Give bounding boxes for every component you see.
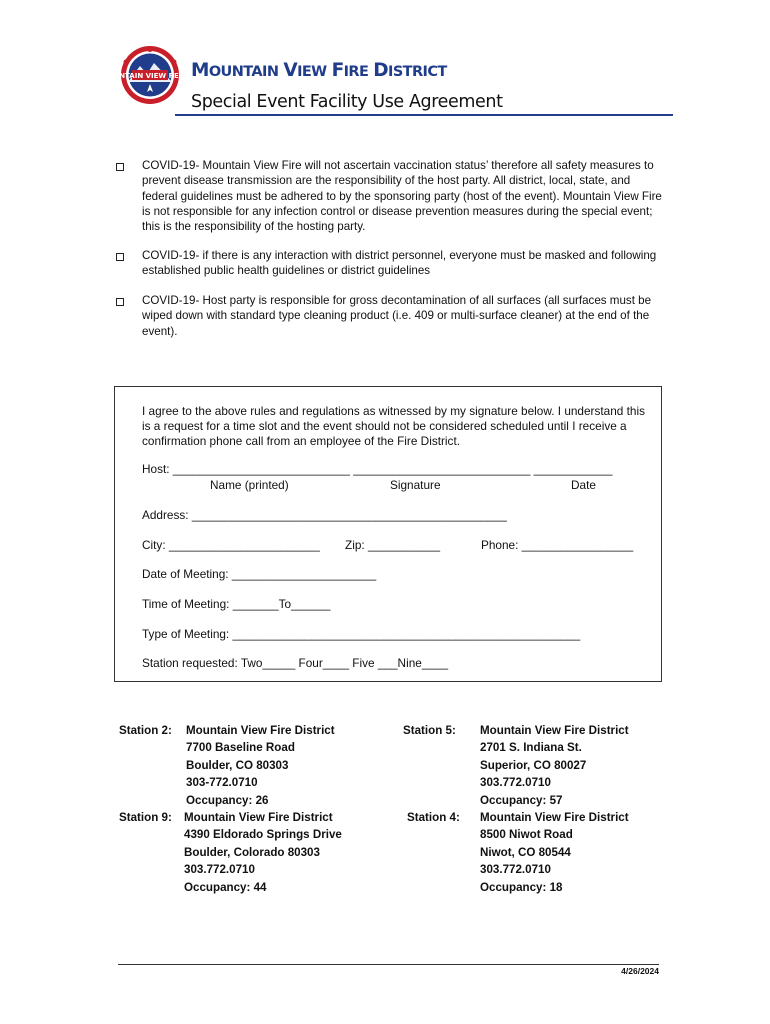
station-9-label: Station 9: <box>119 811 172 824</box>
date-of-meeting-field[interactable]: Date of Meeting: ______________________ <box>142 567 377 581</box>
time-of-meeting-field[interactable]: Time of Meeting: _______To______ <box>142 597 331 611</box>
station-4-label: Station 4: <box>407 811 460 824</box>
agreement-paragraph: I agree to the above rules and regulations as witnessed by my signature below. I understand this is a request for a time slot and the event should not be considered scheduled until I receive a confirmation phone call from an employee of the Fire District. <box>142 404 645 449</box>
footer-divider <box>118 964 659 965</box>
phone-field[interactable]: Phone: _________________ <box>481 538 634 552</box>
zip-field[interactable]: Zip: ___________ <box>345 538 441 552</box>
station-9-details: Mountain View Fire District 4390 Eldorado Springs Drive Boulder, Colorado 80303 303.772.0710 Occupancy: 44 <box>184 811 342 894</box>
station-requested-field[interactable]: Station requested: Two_____ Four____ Five ___Nine____ <box>142 656 449 670</box>
fire-district-logo-icon <box>100 44 200 106</box>
station-5-label: Station 5: <box>403 724 456 737</box>
logo-text: MOUNTAIN VIEW RESCUE <box>100 72 200 80</box>
checkbox-bullet-icon <box>116 163 124 171</box>
date-label: Date <box>571 478 596 492</box>
station-2-label: Station 2: <box>119 724 172 737</box>
station-2-details: Mountain View Fire District 7700 Baseline Road Boulder, CO 80303 303-772.0710 Occupancy: 26 <box>186 724 335 807</box>
signature-label: Signature <box>390 478 441 492</box>
page-subtitle: Special Event Facility Use Agreement <box>191 92 503 112</box>
bullet-text: COVID-19- Host party is responsible for gross decontamination of all surfaces (all surfaces must be wiped down with standard type cleaning product (i.e. 409 or multi-surface cleaner) at the end of the event). <box>142 294 652 338</box>
host-name-label: Name (printed) <box>210 478 289 492</box>
address-field[interactable]: Address: ________________________________________________ <box>142 508 507 522</box>
station-5-details: Mountain View Fire District 2701 S. Indiana St. Superior, CO 80027 303.772.0710 Occupancy: 57 <box>480 724 629 807</box>
bullet-text: COVID-19- if there is any interaction with district personnel, everyone must be masked and following established public health guidelines or district guidelines <box>142 249 657 278</box>
checkbox-bullet-icon <box>116 253 124 261</box>
footer-date: 4/26/2024 <box>621 966 659 976</box>
page-title: MOUNTAIN VIEW FIRE DISTRICT <box>191 60 447 81</box>
host-field[interactable]: Host: ___________________________ ___________________________ ____________ <box>142 462 613 476</box>
bullet-text: COVID-19- Mountain View Fire will not ascertain vaccination status’ therefore all safety measures to prevent disease transmission are the responsibility of the host party. All district, local, state, and federal guidelines must be adhered to by the sponsoring party (host of the event). Mountain View Fire is not responsible for any infection control or disease prevention measures during the special event; this is the responsibility of the hosting party. <box>142 159 662 234</box>
checkbox-bullet-icon <box>116 298 124 306</box>
title-divider <box>175 114 673 116</box>
station-4-details: Mountain View Fire District 8500 Niwot Road Niwot, CO 80544 303.772.0710 Occupancy: 18 <box>480 811 629 894</box>
type-of-meeting-field[interactable]: Type of Meeting: _____________________________________________________ <box>142 627 581 641</box>
city-field[interactable]: City: _______________________ <box>142 538 320 552</box>
